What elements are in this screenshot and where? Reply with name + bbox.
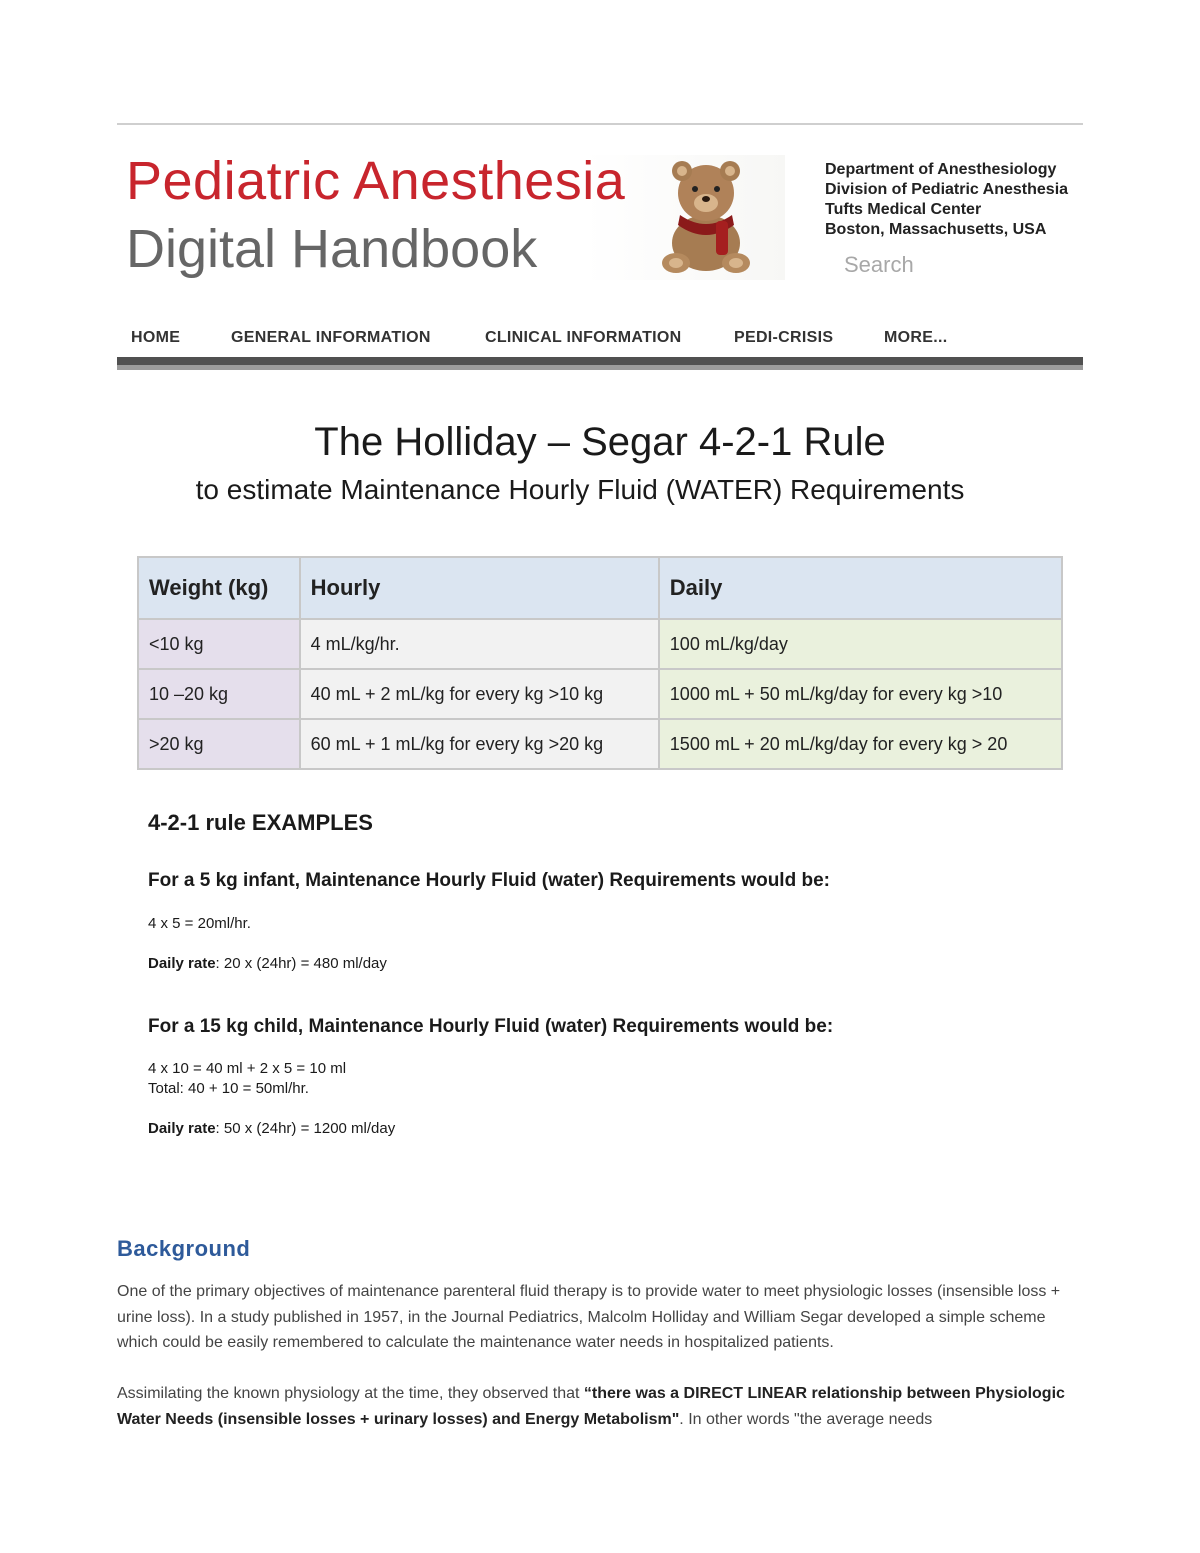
daily-rate-label: Daily rate: [148, 1120, 216, 1137]
rule-title: The Holliday – Segar 4-2-1 Rule: [314, 420, 886, 464]
para2-start: Assimilating the known physiology at the time, they observed that: [117, 1385, 584, 1402]
department-info: [825, 160, 1068, 240]
dept-line: Tufts Medical Center: [825, 201, 982, 218]
nav-general-information[interactable]: GENERAL INFORMATION: [231, 329, 431, 346]
background-heading: Background: [117, 1236, 251, 1261]
nav-clinical-information[interactable]: CLINICAL INFORMATION: [485, 329, 682, 346]
search-input[interactable]: [840, 250, 1048, 280]
dept-line: Boston, Massachusetts, USA: [825, 221, 1047, 238]
daily-cell: 1000 mL + 50 mL/kg/day for every kg >10: [659, 669, 1062, 719]
nav-underline: [117, 357, 1083, 365]
example2-total: Total: 40 + 10 = 50ml/hr.: [148, 1080, 309, 1097]
nav-underline-shadow: [117, 365, 1083, 370]
column-header: Weight (kg): [138, 557, 300, 619]
site-title-line1[interactable]: Pediatric Anesthesia: [126, 151, 626, 211]
weight-cell: 10 –20 kg: [138, 669, 300, 719]
daily-rate-value: : 50 x (24hr) = 1200 ml/day: [215, 1120, 396, 1137]
example2-heading: For a 15 kg child, Maintenance Hourly Fluid (water) Requirements would be:: [148, 1016, 834, 1037]
hourly-cell: 40 mL + 2 mL/kg for every kg >10 kg: [300, 669, 659, 719]
background-paragraph-2: [117, 1381, 1083, 1432]
daily-rate-label: Daily rate: [148, 955, 216, 972]
rule-subtitle: to estimate Maintenance Hourly Fluid (WATER) Requirements: [195, 474, 965, 505]
teddy-bear-icon: [650, 155, 762, 275]
daily-cell: 1500 mL + 20 mL/kg/day for every kg > 20: [659, 719, 1062, 769]
background-paragraph-1: One of the primary objectives of maintenance parenteral fluid therapy is to provide water to meet physiologic losses (insensible loss + urine loss). In a study published in 1957, in the Journal Pediatrics, Malcolm Holliday and William Segar developed a simple scheme which could be easily remembered to calculate the maintenance water needs in hospitalized patients.: [117, 1283, 1061, 1351]
table-row: [138, 619, 1062, 669]
table-header-row: [138, 557, 1062, 619]
nav-more[interactable]: MORE...: [884, 329, 948, 346]
site-title-line2[interactable]: Digital Handbook: [126, 219, 538, 279]
top-divider: [117, 123, 1083, 125]
nav-home[interactable]: HOME: [131, 329, 181, 346]
para2-end: . In other words "the average needs: [679, 1410, 933, 1428]
daily-rate-value: : 20 x (24hr) = 480 ml/day: [215, 955, 387, 972]
example1-daily: [148, 955, 387, 972]
example1-calc: 4 x 5 = 20ml/hr.: [148, 915, 251, 932]
column-header: Daily: [659, 557, 1062, 619]
weight-cell: >20 kg: [138, 719, 300, 769]
examples-title: 4-2-1 rule EXAMPLES: [148, 810, 373, 835]
example2-calc: 4 x 10 = 40 ml + 2 x 5 = 10 ml: [148, 1060, 347, 1077]
weight-cell: <10 kg: [138, 619, 300, 669]
para2-bold: “there was a DIRECT LINEAR relationship between Physiologic Water Needs (insensible losses + urinary losses) and Energy Metabolism": [117, 1385, 1065, 1428]
example1-heading: For a 5 kg infant, Maintenance Hourly Fluid (water) Requirements would be:: [148, 870, 830, 891]
table-row: [138, 719, 1062, 769]
hourly-cell: 60 mL + 1 mL/kg for every kg >20 kg: [300, 719, 659, 769]
dept-line: Department of Anesthesiology: [825, 161, 1057, 178]
nav-pedi-crisis[interactable]: PEDI-CRISIS: [734, 329, 834, 346]
fluid-rule-table: [137, 556, 1063, 770]
example2-daily: [148, 1120, 395, 1137]
hourly-cell: 4 mL/kg/hr.: [300, 619, 659, 669]
daily-cell: 100 mL/kg/day: [659, 619, 1062, 669]
dept-line: Division of Pediatric Anesthesia: [825, 181, 1069, 198]
table-row: [138, 669, 1062, 719]
main-nav: [117, 324, 1083, 356]
column-header: Hourly: [300, 557, 659, 619]
